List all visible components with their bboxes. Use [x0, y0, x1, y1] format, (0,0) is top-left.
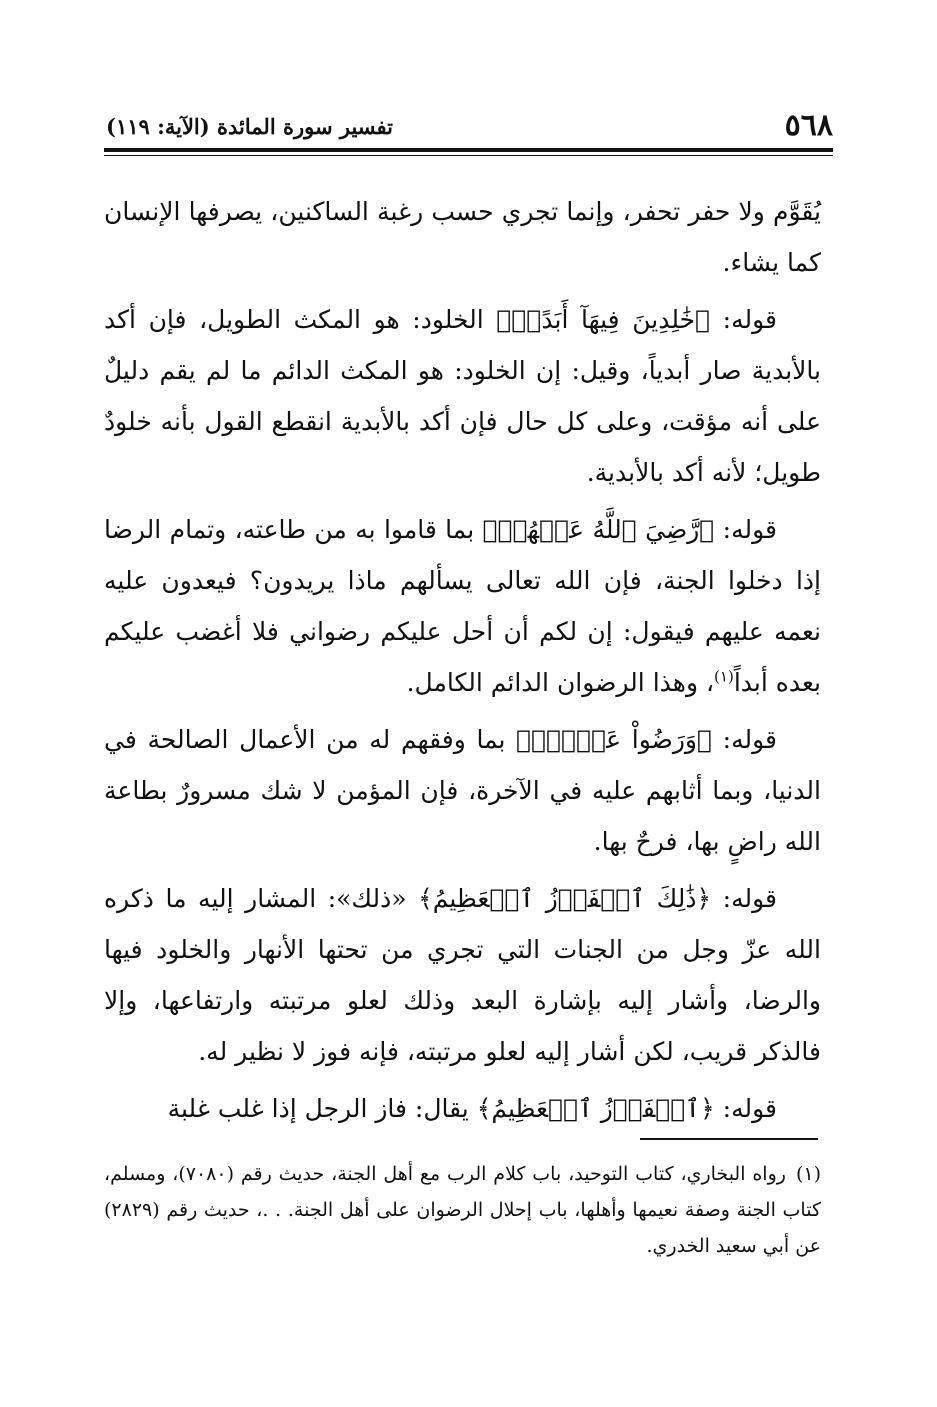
paragraph-text: يقال: فاز الرجل إذا غلب غلبة — [167, 1094, 477, 1123]
quran-quote: ﴿رَّضِيَ ٱللَّهُ عَنۡهُمۡ﴾ — [482, 515, 715, 544]
paragraph-text: بما وفقهم له من الأعمال الصالحة في الدنيا، وبما أثابهم عليه في الآخرة، فإن المؤمن لا شك مسرورٌ بطاعة الله راضٍ بها، فرحٌ بها. — [104, 725, 821, 856]
running-title: تفسير سورة المائدة (الآية: ١١٩) — [106, 114, 393, 139]
footnote-number: (١) — [795, 1163, 821, 1185]
paragraph-lead: قوله: — [711, 884, 777, 913]
footnote-separator — [640, 1138, 818, 1140]
quran-quote: ﴿ذَٰلِكَ ٱلۡفَوۡزُ ٱلۡعَظِيمُ﴾ — [418, 884, 712, 913]
quran-quote: ﴿خَٰلِدِينَ فِيهَآ أَبَدًاۚ﴾ — [496, 305, 711, 334]
quran-quote: ﴿وَرَضُواْ عَنۡهُۚ﴾ — [516, 725, 713, 754]
paragraph-text: ، وهذا الرضوان الدائم الكامل. — [406, 668, 715, 697]
paragraph-text: الخلود: هو المكث الطويل، فإن أكد بالأبدية صار أبدياً، وقيل: إن الخلود: هو المكث الدائم ما لم يقم دليلٌ على أنه مؤقت، وعلى كل حال فإن أكد بالأبدية انقطع القول بأنه خلودٌ طويل؛ لأنه أكد بالأبدية. — [104, 305, 821, 487]
paragraph — [104, 294, 821, 498]
page-number: ٥٦٨ — [784, 108, 833, 143]
footnote — [104, 1156, 821, 1264]
main-text — [104, 186, 821, 1140]
paragraph-lead: قوله: — [714, 1094, 777, 1123]
footnote-text: رواه البخاري، كتاب التوحيد، باب كلام الرب مع أهل الجنة، حديث رقم (٧٠٨٠)، ومسلم، كتاب الجنة وصفة نعيمها وأهلها، باب إحلال الرضوان على أهل الجنة. . .، حديث رقم (٢٨٢٩) عن أبي سعيد الخدري. — [104, 1163, 821, 1257]
paragraph-text: «ذلك»: المشار إليه ما ذكره الله عزّ وجل من الجنات التي تجري من تحتها الأنهار والخلود فيها والرضا، وأشار إليه بإشارة البعد وذلك لعلو مرتبته وارتفاعها، وإلا فالذكر قريب، لكن أشار إليه لعلو مرتبته، فإنه فوز لا نظير له. — [104, 884, 821, 1066]
paragraph — [104, 873, 821, 1077]
header-rule-thin — [104, 155, 833, 156]
footnote-reference[interactable]: (١) — [714, 667, 734, 686]
paragraph — [104, 714, 821, 867]
paragraph-lead: قوله: — [710, 305, 777, 334]
paragraph — [104, 1083, 821, 1134]
quran-quote: ﴿ٱلۡفَوۡزُ ٱلۡعَظِيمُ﴾ — [476, 1094, 715, 1123]
paragraph-lead: قوله: — [714, 515, 777, 544]
header-rule-thick — [104, 148, 833, 152]
paragraph-text: بما قاموا به من طاعته، وتمام الرضا إذا دخلوا الجنة، فإن الله تعالى يسألهم ماذا يريدون؟ فيعدون عليه نعمه عليهم فيقول: إن لكم أن أحل عليكم رضواني فلا أغضب عليكم بعده أبداً — [104, 515, 821, 697]
page-header — [106, 108, 833, 144]
paragraph — [104, 504, 821, 708]
paragraph-lead: قوله: — [712, 725, 777, 754]
paragraph: يُقَوَّم ولا حفر تحفر، وإنما تجري حسب رغبة الساكنين، يصرفها الإنسان كما يشاء. — [104, 197, 821, 277]
